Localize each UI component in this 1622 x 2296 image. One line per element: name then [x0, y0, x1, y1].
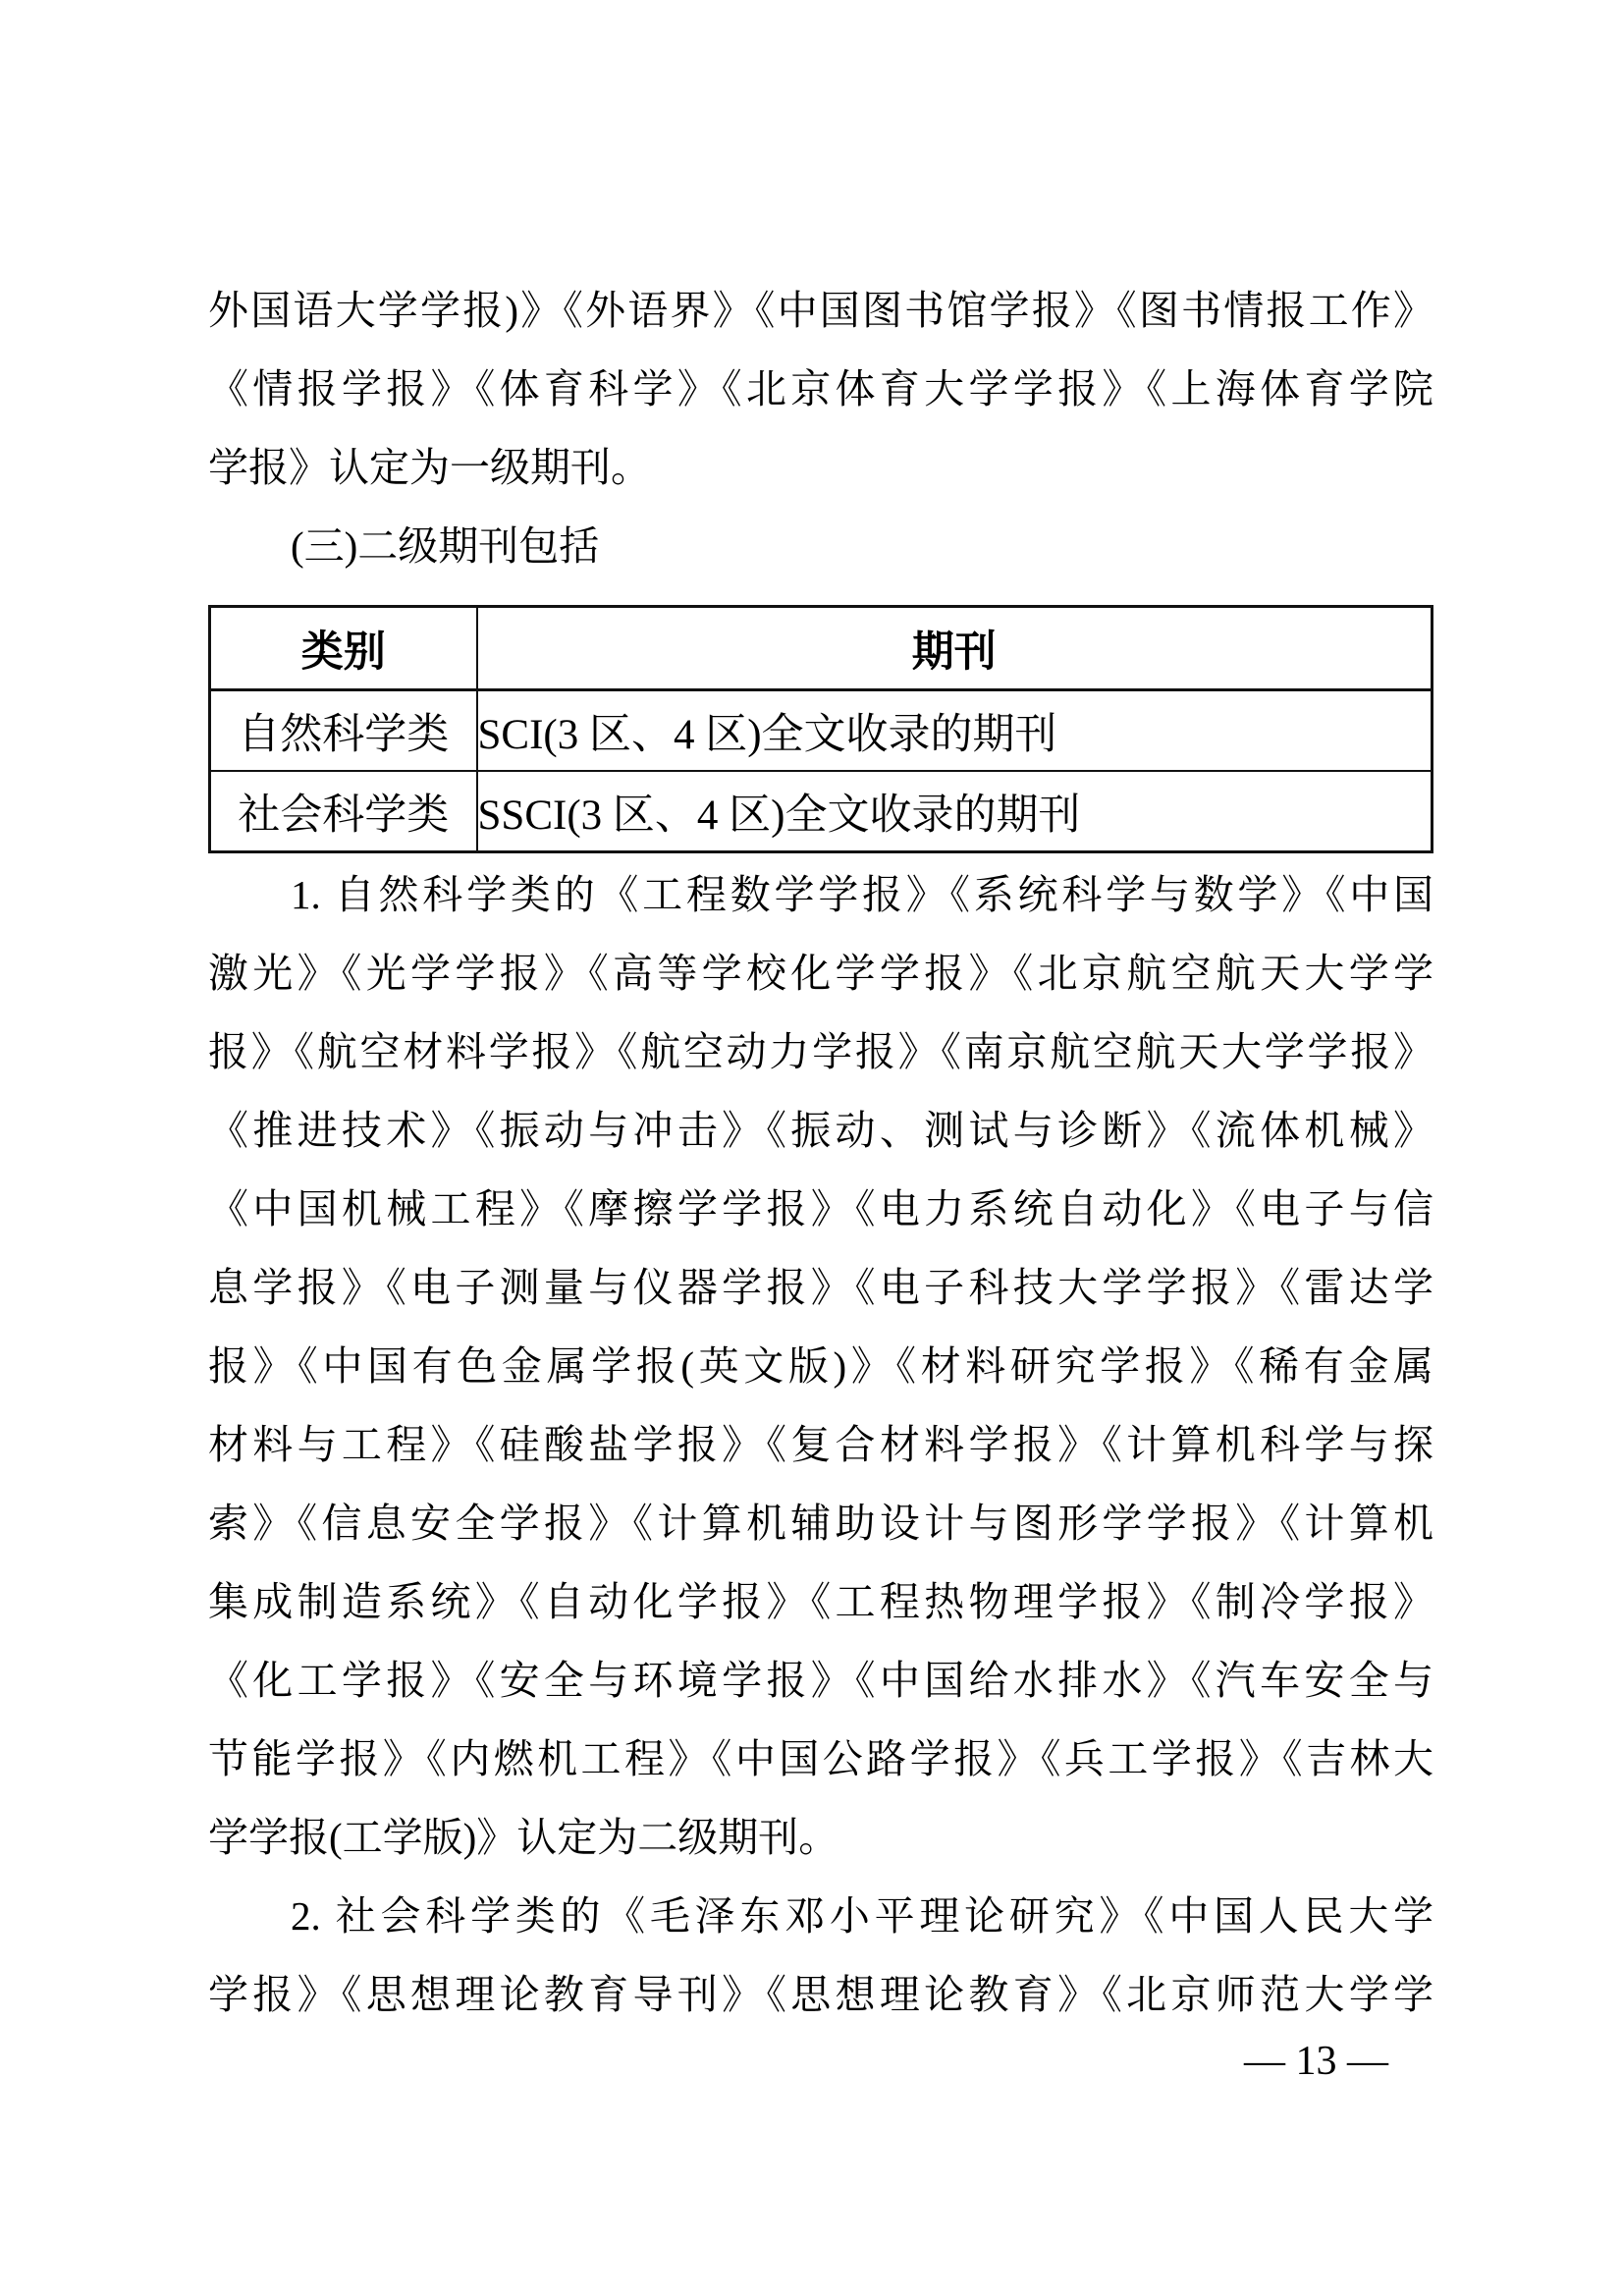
text-line: 学报》认定为一级期刊。: [208, 445, 651, 490]
text-line: 外国语大学学报)》《外语界》《中国图书馆学报》《图书情报工作》: [208, 288, 1433, 333]
table-row: [210, 690, 1433, 772]
cell-category-social-science: 社会科学类: [210, 771, 477, 852]
cell-journal-ssci: SSCI(3 区、4 区)全文收录的期刊: [477, 771, 1433, 852]
text-line: 激光》《光学学报》《高等学校化学学报》《北京航空航天大学学: [208, 951, 1433, 996]
text-line: 学学报(工学版)》认定为二级期刊。: [208, 1815, 839, 1860]
cell-category-natural-science: 自然科学类: [210, 690, 477, 772]
cell-journal-sci: SCI(3 区、4 区)全文收录的期刊: [477, 690, 1433, 772]
text-line: 《中国机械工程》《摩擦学学报》《电力系统自动化》《电子与信: [208, 1186, 1433, 1231]
text-line: 1. 自然科学类的《工程数学学报》《系统科学与数学》《中国: [291, 872, 1433, 917]
text-line: 节能学报》《内燃机工程》《中国公路学报》《兵工学报》《吉林大: [208, 1736, 1433, 1781]
text-line: 《化工学报》《安全与环境学报》《中国给水排水》《汽车安全与: [208, 1658, 1433, 1703]
tier2-journal-table: [208, 605, 1433, 853]
text-line: 《推进技术》《振动与冲击》《振动、测试与诊断》《流体机械》: [208, 1108, 1433, 1153]
text-line: (三)二级期刊包括: [291, 523, 600, 569]
text-line: 集成制造系统》《自动化学报》《工程热物理学报》《制冷学报》: [208, 1579, 1433, 1624]
text-line: 材料与工程》《硅酸盐学报》《复合材料学报》《计算机科学与探: [208, 1422, 1433, 1467]
text-line: 《情报学报》《体育科学》《北京体育大学学报》《上海体育学院: [208, 366, 1433, 411]
column-header-category: 类别: [210, 607, 477, 690]
page-content: [208, 271, 1433, 2034]
table-header-row: [210, 607, 1433, 690]
column-header-journal: 期刊: [477, 607, 1433, 690]
text-line: 报》《中国有色金属学报(英文版)》《材料研究学报》《稀有金属: [208, 1343, 1433, 1389]
text-line: 索》《信息安全学报》《计算机辅助设计与图形学学报》《计算机: [208, 1501, 1433, 1546]
text-line: 2. 社会科学类的《毛泽东邓小平理论研究》《中国人民大学: [291, 1893, 1433, 1939]
intro-paragraph: [208, 271, 1433, 585]
page-number: — 13 —: [1244, 2039, 1388, 2084]
text-line: 息学报》《电子测量与仪器学报》《电子科技大学学报》《雷达学: [208, 1265, 1433, 1310]
journal-list-paragraphs: [208, 855, 1433, 2034]
table-row: [210, 771, 1433, 852]
text-line: 学报》《思想理论教育导刊》《思想理论教育》《北京师范大学学: [208, 1972, 1433, 2017]
text-line: 报》《航空材料学报》《航空动力学报》《南京航空航天大学学报》: [208, 1029, 1433, 1074]
